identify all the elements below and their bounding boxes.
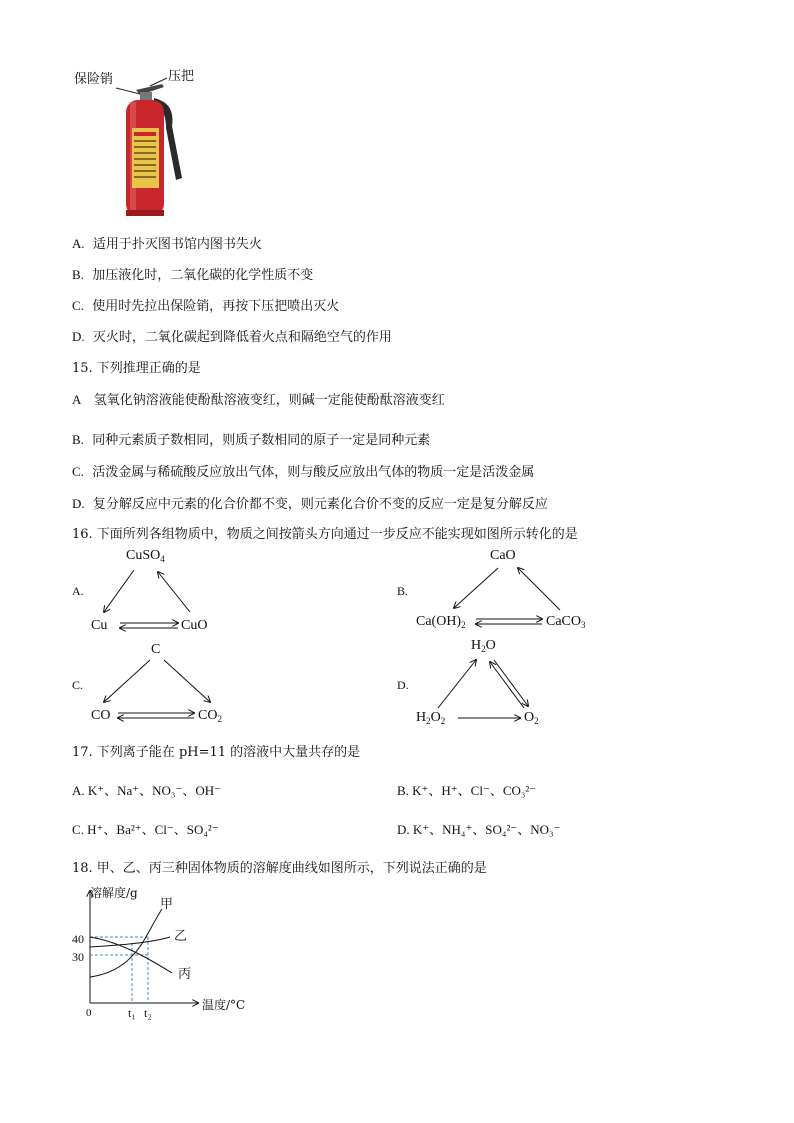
- option-text: 氢氧化钠溶液能使酚酞溶液变红，则碱一定能使酚酞溶液变红: [93, 393, 445, 408]
- node-right: CuO: [181, 618, 208, 633]
- option-text: 适用于扑灭图书馆内图书失火: [92, 237, 262, 252]
- q16-stem: 16. 下面所列各组物质中，物质之间按箭头方向通过一步反应不能实现如图所示转化的是: [72, 527, 578, 542]
- solubility-chart: [70, 885, 280, 1025]
- node-top: C: [151, 642, 161, 657]
- label-handle: 压把: [168, 69, 195, 84]
- option-text: 同种元素质子数相同，则质子数相同的原子一定是同种元素: [92, 433, 431, 448]
- q16-option-c-letter[interactable]: C.: [72, 678, 84, 692]
- q16-diagram-b: [414, 548, 604, 638]
- x-tick-t2: t₂: [144, 1006, 152, 1020]
- q17-stem: 17. 下列离子能在 pH=11 的溶液中大量共存的是: [72, 745, 361, 760]
- q14-option-d[interactable]: [72, 329, 392, 346]
- node-right: CaCO$_3$: [546, 614, 586, 630]
- reaction-arrows-icon: [414, 636, 564, 732]
- node-top: $H_2O$: [471, 638, 496, 654]
- node-top: CaO: [490, 548, 516, 563]
- option-letter: A.: [72, 236, 85, 251]
- q16-option-d-letter[interactable]: D.: [397, 678, 409, 692]
- y-tick-40: 40: [72, 932, 84, 946]
- node-right: $O_2$: [524, 710, 539, 726]
- q14-option-b[interactable]: [72, 267, 313, 284]
- q17-option-a[interactable]: A. K⁺、Na⁺、NO₃⁻、OH⁻: [72, 783, 221, 798]
- q15-stem: 15. 下列推理正确的是: [72, 361, 201, 376]
- x-tick-t1: t₁: [128, 1006, 136, 1020]
- option-letter: B.: [72, 267, 84, 282]
- extinguisher-icon: [70, 68, 210, 228]
- option-text: 使用时先拉出保险销，再按下压把喷出灭火: [92, 299, 340, 314]
- reaction-arrows-icon: [414, 548, 604, 638]
- q14-option-a[interactable]: [72, 236, 262, 253]
- q16-option-a-letter[interactable]: A.: [72, 584, 84, 598]
- label-safety-pin: 保险销: [74, 72, 114, 87]
- q15-option-c[interactable]: [72, 464, 534, 481]
- option-text: 复分解反应中元素的化合价都不变，则元素化合价不变的反应一定是复分解反应: [92, 497, 548, 512]
- curve-yi: [90, 937, 170, 947]
- reaction-arrows-icon: [86, 548, 226, 638]
- option-letter: D.: [72, 496, 85, 511]
- y-tick-30: 30: [72, 950, 84, 964]
- option-letter: D.: [72, 329, 85, 344]
- option-text: 灭火时，二氧化碳起到降低着火点和隔绝空气的作用: [92, 330, 392, 345]
- origin-label: 0: [86, 1007, 92, 1019]
- option-text: 加压液化时，二氧化碳的化学性质不变: [92, 268, 314, 283]
- q16-option-b-letter[interactable]: B.: [397, 584, 409, 598]
- q16-diagram-a: [86, 548, 226, 638]
- option-letter: C.: [72, 464, 84, 479]
- q14-option-c[interactable]: [72, 298, 339, 315]
- q17-option-d[interactable]: D. K⁺、NH₄⁺、SO₄²⁻、NO₃⁻: [397, 822, 561, 837]
- node-left: $H_2O_2$: [416, 710, 446, 726]
- curve-jia: [90, 909, 162, 977]
- q18-stem: 18. 甲、乙、丙三种固体物质的溶解度曲线如图所示，下列说法正确的是: [72, 861, 487, 876]
- series-label-yi: 乙: [174, 929, 188, 944]
- q15-option-b[interactable]: [72, 432, 430, 449]
- series-label-jia: 甲: [160, 897, 174, 912]
- q17-option-c[interactable]: C. H⁺、Ba²⁺、Cl⁻、SO₄²⁻: [72, 822, 219, 837]
- q16-diagram-d: [414, 636, 564, 732]
- option-letter: C.: [72, 298, 84, 313]
- x-axis-label: 温度/°C: [202, 998, 246, 1012]
- node-left: $Ca(OH)_2$: [416, 614, 466, 630]
- q15-option-a[interactable]: [72, 392, 445, 409]
- q16-diagram-c: [88, 642, 238, 732]
- option-letter: B.: [72, 432, 84, 447]
- q15-option-d[interactable]: [72, 496, 548, 513]
- node-right: $CO_2$: [198, 708, 222, 724]
- series-label-bing: 丙: [178, 967, 192, 982]
- node-left: CO: [91, 708, 111, 723]
- option-text: 活泼金属与稀硫酸反应放出气体，则与酸反应放出气体的物质一定是活泼金属: [92, 465, 535, 480]
- solubility-curves: [70, 885, 280, 1025]
- node-left: Cu: [91, 618, 108, 633]
- y-axis-label: 溶解度/g: [90, 886, 138, 900]
- q17-option-b[interactable]: B. K⁺、H⁺、Cl⁻、CO₃²⁻: [397, 783, 537, 798]
- reaction-arrows-icon: [88, 642, 238, 732]
- node-top: CuSO$_4$: [126, 548, 165, 564]
- option-letter: A: [72, 392, 82, 407]
- fire-extinguisher-figure: [70, 68, 210, 228]
